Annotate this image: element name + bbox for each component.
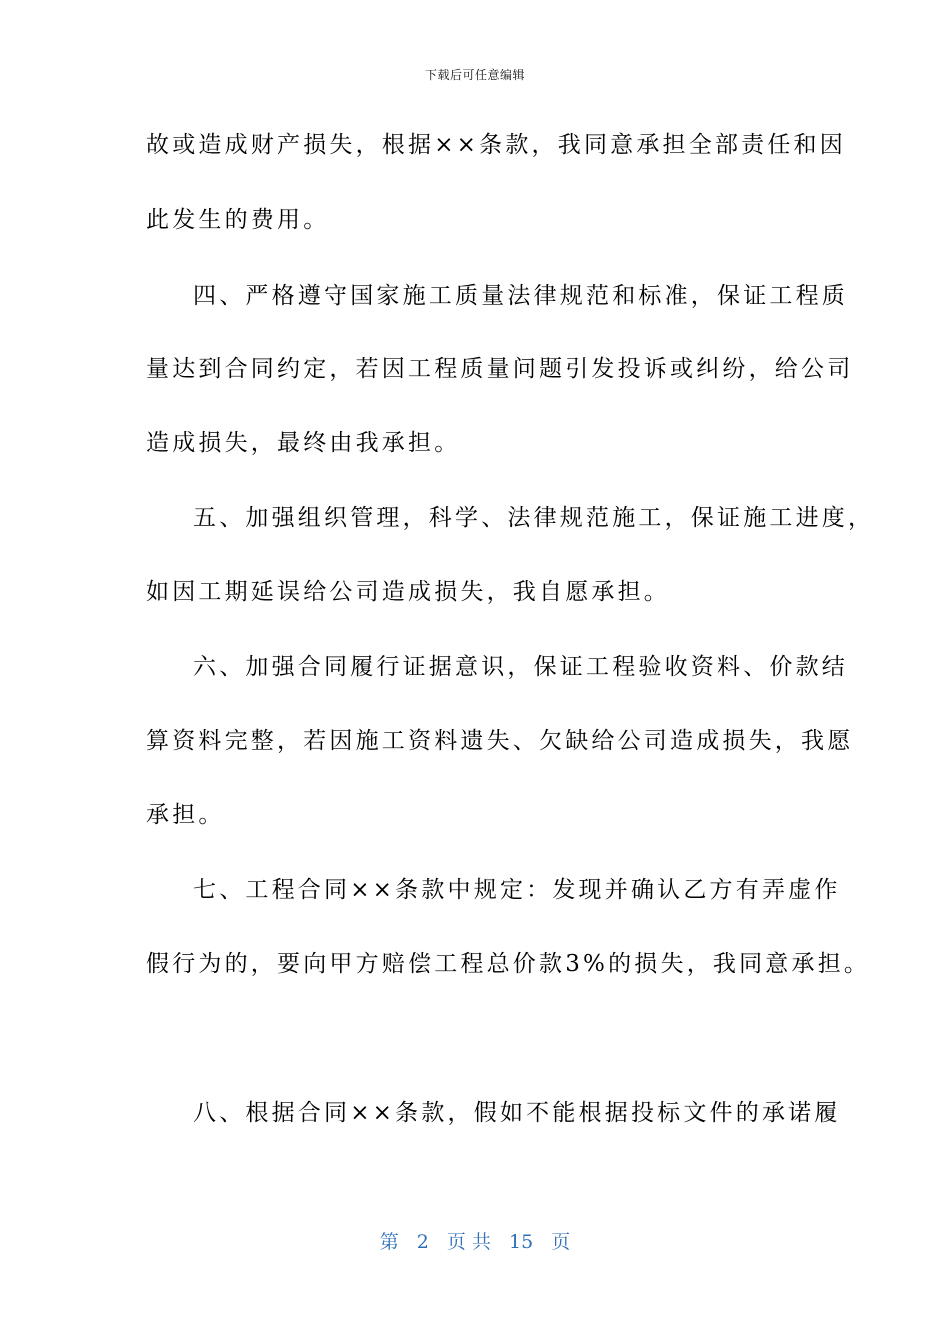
paragraph-line: 七、工程合同××条款中规定：发现并确认乙方有弄虚作 (193, 877, 841, 903)
paragraph-line: 承担。 (146, 802, 225, 828)
paragraph-line: 此发生的费用。 (146, 207, 330, 233)
paragraph-line: 假行为的，要向甲方赔偿工程总价款3%的损失，我同意承担。 (146, 951, 871, 977)
paragraph-line: 四、严格遵守国家施工质量法律规范和标准，保证工程质 (193, 283, 848, 309)
paragraph-line: 故或造成财产损失，根据××条款，我同意承担全部责任和因 (146, 132, 846, 158)
paragraph-line: 造成损失，最终由我承担。 (146, 430, 461, 456)
page-header-note: 下载后可任意编辑 (424, 68, 525, 82)
footer-page-number: 2 (416, 1231, 429, 1253)
footer-total-pages: 15 (509, 1231, 534, 1253)
footer-prefix: 第 (379, 1231, 399, 1253)
paragraph-line: 五、加强组织管理，科学、法律规范施工，保证施工进度， (193, 505, 875, 531)
paragraph-line: 如因工期延误给公司造成损失，我自愿承担。 (146, 579, 670, 605)
paragraph-line: 算资料完整，若因施工资料遗失、欠缺给公司造成损失，我愿 (146, 728, 854, 754)
paragraph-line: 量达到合同约定，若因工程质量问题引发投诉或纠纷，给公司 (146, 356, 854, 382)
footer-middle: 页 共 (446, 1231, 491, 1253)
paragraph-line: 八、根据合同××条款，假如不能根据投标文件的承诺履 (193, 1100, 841, 1126)
page-footer (0, 1227, 950, 1254)
paragraph-line: 六、加强合同履行证据意识，保证工程验收资料、价款结 (193, 654, 848, 680)
footer-suffix: 页 (551, 1231, 571, 1253)
